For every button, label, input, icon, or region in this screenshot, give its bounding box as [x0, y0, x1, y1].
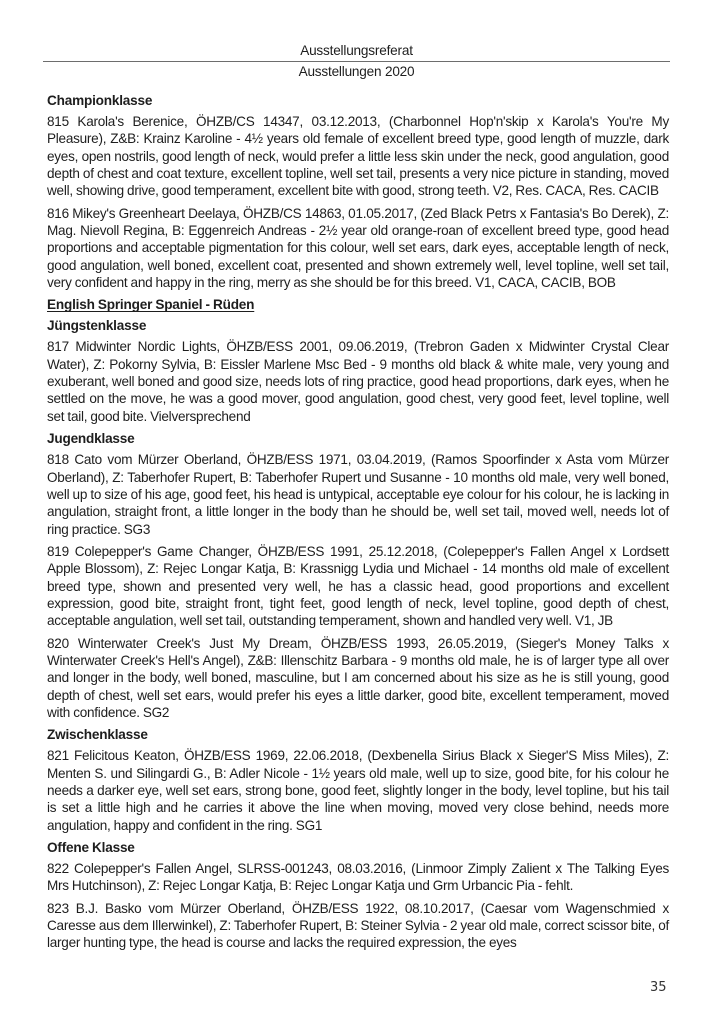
header-title: Ausstellungsreferat	[300, 43, 413, 58]
entry-818: 818 Cato vom Mürzer Oberland, ÖHZB/ESS 1971, 03.04.2019, (Ramos Spoorfinder x Asta vom Mürzer Oberland), Z: Taberhofer Rupert, B: Taberhofer Rupert und Susanne - 10 months old male, very well boned, well up to size of his age, good feet, his head is untypical, acceptable eye colour for his colour, he is lacking in angulation, straight front, a little longer in the body than he should be, well set tail, moved well, needs lot of ring practice. SG3	[47, 452, 669, 537]
entry-815: 815 Karola's Berenice, ÖHZB/CS 14347, 03.12.2013, (Charbonnel Hop'n'skip x Karola's You're My Pleasure), Z&B: Krainz Karoline - 4½ years old female of excellent breed type, good length of muzzle, dark eyes, open nostrils, good length of neck, would prefer a little less skin under the neck, good angulation, good depth of chest and coat texture, excellent topline, well set tail, presents a very nice picture in standing, moved well, showing drive, good temperament, excellent bite with good, strong teeth. V2, Res. CACA, Res. CACIB	[47, 114, 669, 199]
breed-heading: English Springer Spaniel - Rüden	[47, 297, 255, 313]
entry-822: 822 Colepepper's Fallen Angel, SLRSS-001243, 08.03.2016, (Linmoor Zimply Zalient x The Talking Eyes Mrs Hutchinson), Z: Rejec Longar Katja, B: Rejec Longar Katja und Grm Urbancic Pia - fehlt.	[47, 861, 669, 894]
section-heading-offene-klasse: Offene Klasse	[47, 840, 135, 856]
document-body	[47, 92, 669, 957]
entry-820: 820 Winterwater Creek's Just My Dream, ÖHZB/ESS 1993, 26.05.2019, (Sieger's Money Talks x Winterwater Creek's Hell's Angel), Z&B: Illenschitz Barbara - 9 months old male, he is of larger type all over and longer in the body, well boned, masculine, but I am concerned about his size as he is still young, good depth of chest, well set ears, would prefer his eyes a little darker, good bite, excellent temperament, moved with confidence. SG2	[47, 635, 669, 720]
section-heading-zwischenklasse: Zwischenklasse	[47, 727, 148, 743]
section-heading-juengstenklasse: Jüngstenklasse	[47, 318, 147, 334]
entry-816: 816 Mikey's Greenheart Deelaya, ÖHZB/CS 14863, 01.05.2017, (Zed Black Petrs x Fantasia's Bo Derek), Z: Mag. Nievoll Regina, B: Eggenreich Andreas - 2½ year old orange-roan of excellent breed type, good head proportions and acceptable pigmentation for this colour, well set ears, dark eyes, acceptable length of neck, good angulation, well boned, excellent coat, presented and shown extremely well, level topline, well set tail, very confident and happy in the ring, merry as she should be for this breed. V1, CACA, CACIB, BOB	[47, 205, 669, 291]
page-header	[43, 42, 670, 81]
entry-819: 819 Colepepper's Game Changer, ÖHZB/ESS 1991, 25.12.2018, (Colepepper's Fallen Angel x Lordsett Apple Blossom), Z: Rejec Longar Katja, B: Krassnigg Lydia und Michael - 14 months old male of excellent breed type, shown and presented very well, he has a classic head, good proportions and excellent expression, good bite, straight front, tight feet, good length of neck, level topline, good depth of chest, acceptable angulation, well set tail, outstanding temperament, shown and handled very well. V1, JB	[47, 543, 669, 629]
section-heading-championklasse: Championklasse	[47, 93, 153, 108]
header-subtitle: Ausstellungen 2020	[298, 64, 415, 79]
entry-817: 817 Midwinter Nordic Lights, ÖHZB/ESS 2001, 09.06.2019, (Trebron Gaden x Midwinter Crystal Clear Water), Z: Pokorny Sylvia, B: Eissler Marlene Msc Bed - 9 months old black & white male, very young and exuberant, well boned and good size, needs lots of ring practice, good head proportions, dark eyes, when he settled on the move, he was a good mover, good angulation, good chest, very good feet, level topline, well set tail, good bite. Vielversprechend	[47, 339, 669, 424]
entry-821: 821 Felicitous Keaton, ÖHZB/ESS 1969, 22.06.2018, (Dexbenella Sirius Black x Sieger'S Miss Miles), Z: Menten S. und Silingardi G., B: Adler Nicole - 1½ years old male, well up to size, good bite, for his colour he needs a darker eye, well set ears, strong bone, good feet, slightly longer in the body, level topline, but his tail is set a little high and he carries it above the line when moving, moved very close behind, needs more angulation, happy and confident in the ring. SG1	[47, 748, 669, 833]
entry-823: 823 B.J. Basko vom Mürzer Oberland, ÖHZB/ESS 1922, 08.10.2017, (Caesar vom Wagenschmied x Caresse aus dem Illerwinkel), Z: Taberhofer Rupert, B: Steiner Sylvia - 2 year old male, correct scissor bite, of larger hunting type, the head is course and lacks the required expression, the eyes	[47, 900, 669, 951]
section-heading-jugendklasse: Jugendklasse	[47, 431, 135, 447]
page-number: 35	[650, 980, 667, 995]
header-rule	[43, 61, 670, 62]
